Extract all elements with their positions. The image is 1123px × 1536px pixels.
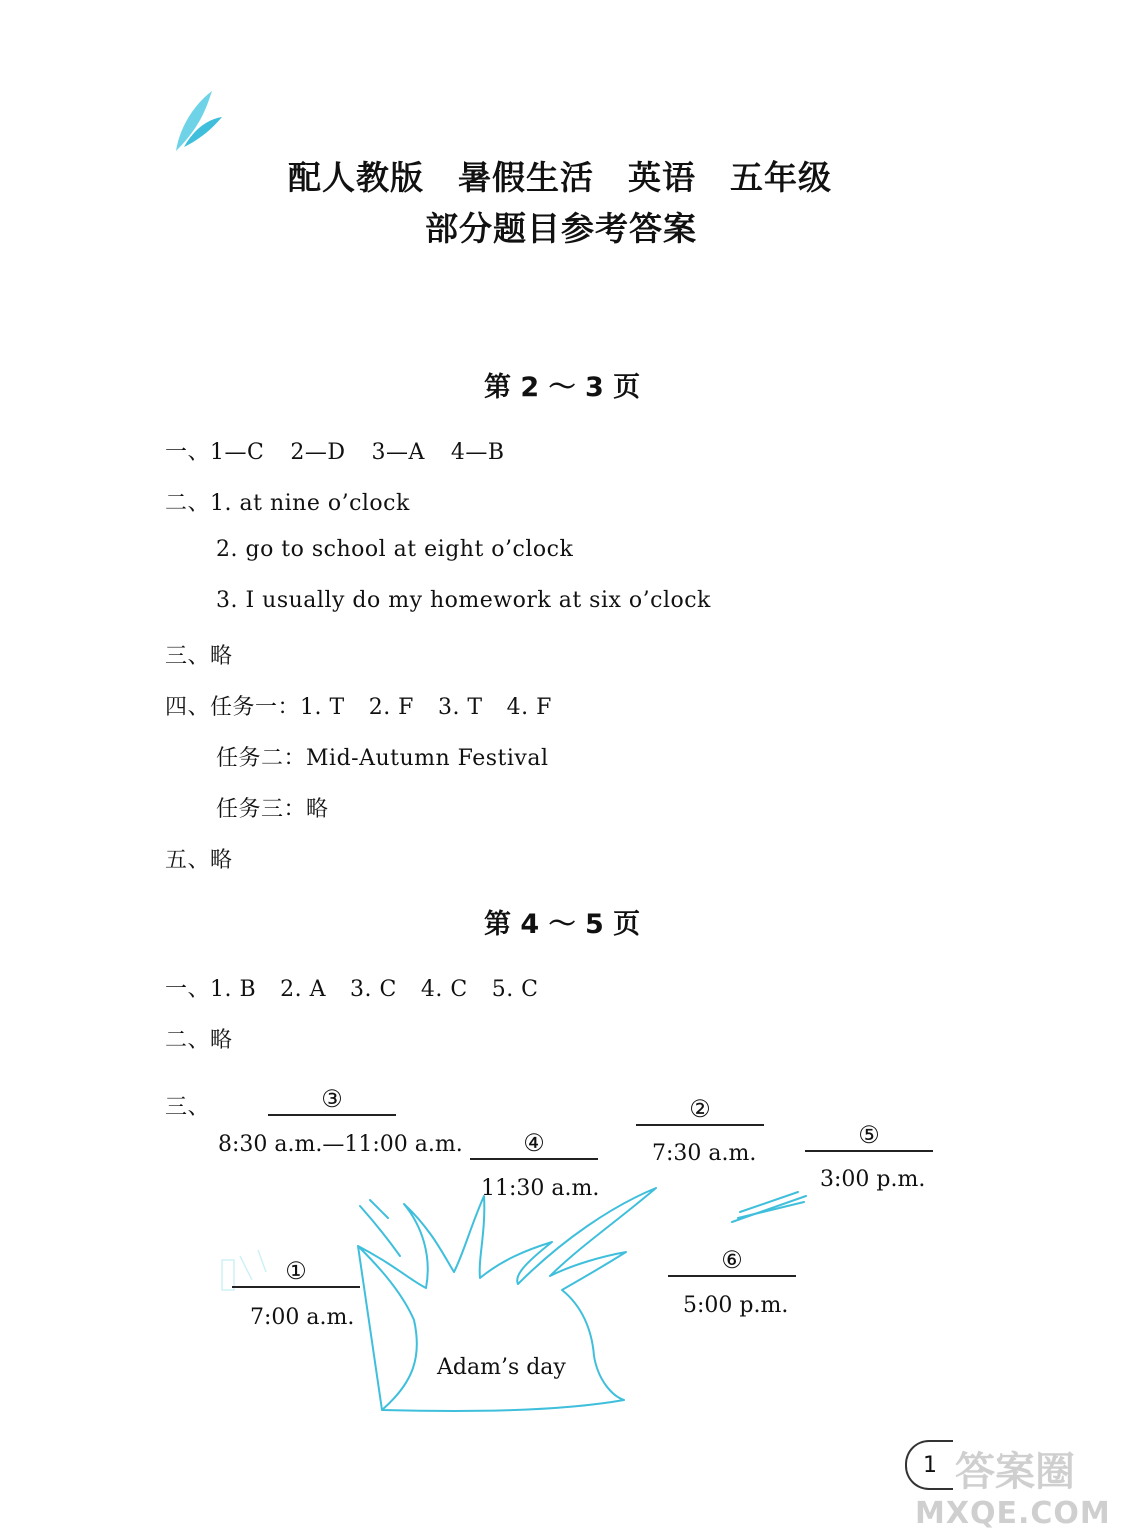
page-title (288, 152, 832, 199)
page-subtitle: 部分题目参考答案 (425, 209, 697, 248)
time-5: 3:00 p.m. (820, 1167, 926, 1192)
title-part-3: 英语 (628, 158, 696, 197)
blank-5: ⑤ (805, 1120, 933, 1152)
watermark-text: MXQE.COM (915, 1496, 1111, 1531)
mindmap-center-label: Adam’s day (437, 1355, 566, 1380)
time-3: 8:30 a.m.—11:00 a.m. (218, 1132, 463, 1157)
section-heading-2: 第 4 ～ 5 页 (484, 909, 641, 940)
title-part-1: 配人教版 (288, 158, 424, 197)
s1-q4-task2: 任务二：Mid-Autumn Festival (216, 746, 549, 771)
blank-3: ③ (268, 1084, 396, 1116)
s2-q1: 一、1. B 2. A 3. C 4. C 5. C (165, 977, 539, 1002)
page-number: 1 (905, 1440, 953, 1490)
leaf-logo-icon (170, 85, 230, 157)
s1-q4: 四、任务一：1. T 2. F 3. T 4. F (165, 695, 552, 720)
time-1: 7:00 a.m. (250, 1305, 355, 1330)
blank-4: ④ (470, 1128, 598, 1160)
blank-1: ① (232, 1256, 360, 1288)
s1-q2: 二、1. at nine o’clock (165, 491, 410, 516)
s2-q3-label: 三、 (165, 1095, 211, 1120)
time-2: 7:30 a.m. (652, 1141, 757, 1166)
title-part-2: 暑假生活 (458, 158, 594, 197)
s1-q1: 一、1—C 2—D 3—A 4—B (165, 440, 505, 465)
s1-q4-task3: 任务三：略 (216, 797, 329, 822)
blank-6: ⑥ (668, 1245, 796, 1277)
s1-q2-item-3: 3. I usually do my homework at six o’clock (216, 588, 711, 613)
watermark-logo: 答案圈 (955, 1449, 1075, 1495)
section-heading-1: 第 2 ～ 3 页 (484, 372, 641, 403)
s1-q3: 三、略 (165, 644, 233, 669)
title-part-4: 五年级 (730, 158, 832, 197)
blank-2: ② (636, 1094, 764, 1126)
s1-q5: 五、略 (165, 848, 233, 873)
s1-q2-item-2: 2. go to school at eight o’clock (216, 537, 574, 562)
s2-q2: 二、略 (165, 1028, 233, 1053)
time-4: 11:30 a.m. (481, 1176, 600, 1201)
time-6: 5:00 p.m. (683, 1293, 789, 1318)
